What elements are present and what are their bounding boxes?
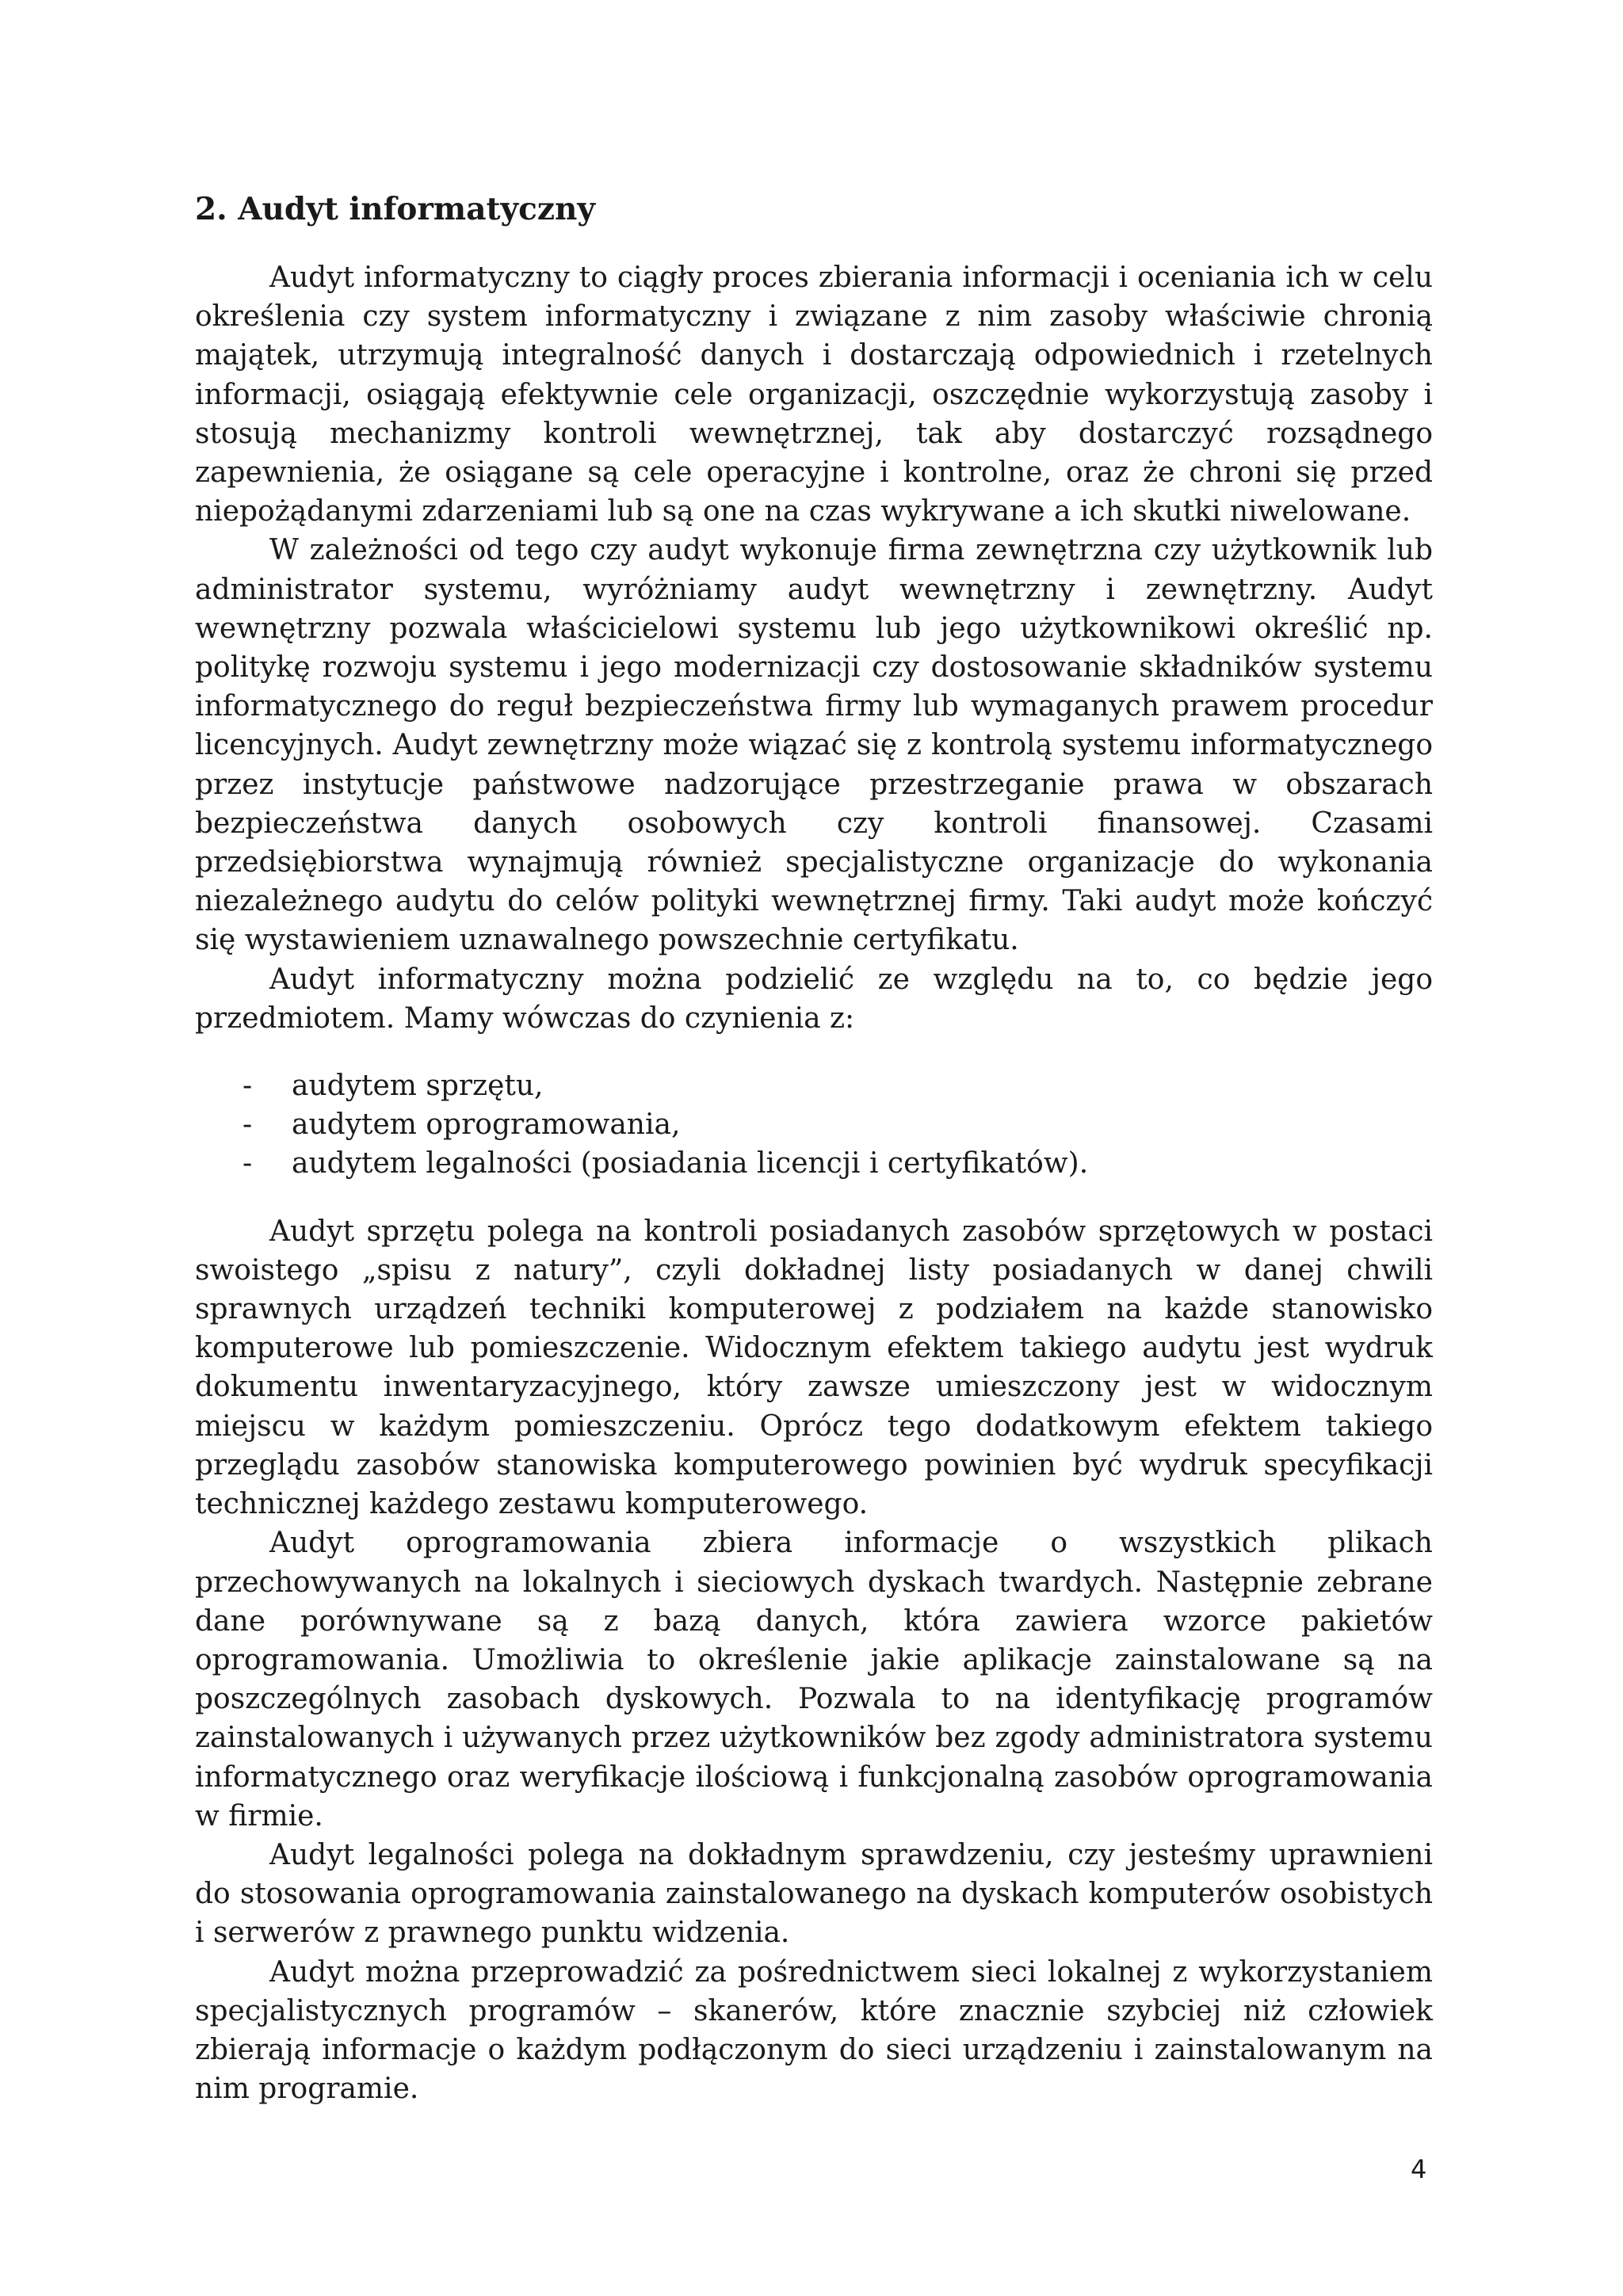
paragraph-hardware-audit: Audyt sprzętu polega na kontroli posiadanych zasobów sprzętowych w postaci swoistego „spisu z natury”, czyli dokładnej listy posiadanych w danej chwili sprawnych urządzeń techniki komputerowej z podziałem na każde stanowisko komputerowe lub pomieszczenie. Widocznym efektem takiego audytu jest wydruk dokumentu inwentaryzacyjnego, który zawsze umieszczony jest w widocznym miejscu w każdym pomieszczeniu. Oprócz tego dodatkowym efektem takiego przeglądu zasobów stanowiska komputerowego powinien być wydruk specyfikacji technicznej każdego zestawu komputerowego. <box>195 1215 1433 1521</box>
list-item <box>195 1105 1433 1144</box>
paragraph-legality-audit: Audyt legalności polega na dokładnym sprawdzeniu, czy jesteśmy uprawnieni do stosowania oprogramowania zainstalowanego na dyskach komputerów osobistych i serwerów z prawnego punktu widzenia. <box>195 1838 1433 1950</box>
list-item <box>195 1066 1433 1105</box>
paragraph-division-intro: Audyt informatyczny można podzielić ze względu na to, co będzie jego przedmiotem. Mamy wówczas do czynienia z: <box>195 963 1433 1035</box>
page-number: 4 <box>1411 2154 1427 2184</box>
section-title: 2. Audyt informatyczny <box>195 191 596 227</box>
list-item-text: audytem oprogramowania, <box>292 1108 681 1142</box>
list-dash: - <box>242 1108 253 1142</box>
paragraph-network-audit: Audyt można przeprowadzić za pośrednictwem sieci lokalnej z wykorzystaniem specjalistycznych programów – skanerów, które znacznie szybciej niż człowiek zbierają informacje o każdym podłączonym do sieci urządzeniu i zainstalowanym na nim programie. <box>195 1955 1433 2106</box>
paragraph-internal-external: W zależności od tego czy audyt wykonuje firma zewnętrzna czy użytkownik lub administrator systemu, wyróżniamy audyt wewnętrzny i zewnętrzny. Audyt wewnętrzny pozwala właścicielowi systemu lub jego użytkownikowi określić np. politykę rozwoju systemu i jego modernizacji czy dostosowanie składników systemu informatycznego do reguł bezpieczeństwa firmy lub wymaganych prawem procedur licencyjnych. Audyt zewnętrzny może wiązać się z kontrolą systemu informatycznego przez instytucje państwowe nadzorujące przestrzeganie prawa w obszarach bezpieczeństwa danych osobowych czy kontroli finansowej. Czasami przedsiębiorstwa wynajmują również specjalistyczne organizacje do wykonania niezależnego audytu do celów polityki wewnętrznej firmy. Taki audyt może kończyć się wystawieniem uznawalnego powszechnie certyfikatu. <box>195 534 1433 957</box>
audit-types-list <box>195 1066 1433 1184</box>
list-dash: - <box>242 1147 253 1180</box>
list-dash: - <box>242 1070 253 1103</box>
document-page <box>195 189 1433 2108</box>
paragraph-definition: Audyt informatyczny to ciągły proces zbierania informacji i oceniania ich w celu określenia czy system informatyczny i związane z nim zasoby właściwie chronią majątek, utrzymują integralność danych i dostarczają odpowiednich i rzetelnych informacji, osiągają efektywnie cele organizacji, oszczędnie wykorzystują zasoby i stosują mechanizmy kontroli wewnętrznej, tak aby dostarczyć rozsądnego zapewnienia, że osiągane są cele operacyjne i kontrolne, oraz że chroni się przed niepożądanymi zdarzeniami lub są one na czas wykrywane a ich skutki niwelowane. <box>195 261 1433 528</box>
list-item <box>195 1144 1433 1183</box>
list-item-text: audytem legalności (posiadania licencji i certyfikatów). <box>292 1147 1089 1180</box>
list-item-text: audytem sprzętu, <box>292 1070 544 1103</box>
paragraph-software-audit: Audyt oprogramowania zbiera informacje o wszystkich plikach przechowywanych na lokalnych i sieciowych dyskach twardych. Następnie zebrane dane porównywane są z bazą danych, która zawiera wzorce pakietów oprogramowania. Umożliwia to określenie jakie aplikacje zainstalowane są na poszczególnych zasobach dyskowych. Pozwala to na identyfikację programów zainstalowanych i używanych przez użytkowników bez zgody administratora systemu informatycznego oraz weryfikacje ilościową i funkcjonalną zasobów oprogramowania w firmie. <box>195 1527 1433 1833</box>
